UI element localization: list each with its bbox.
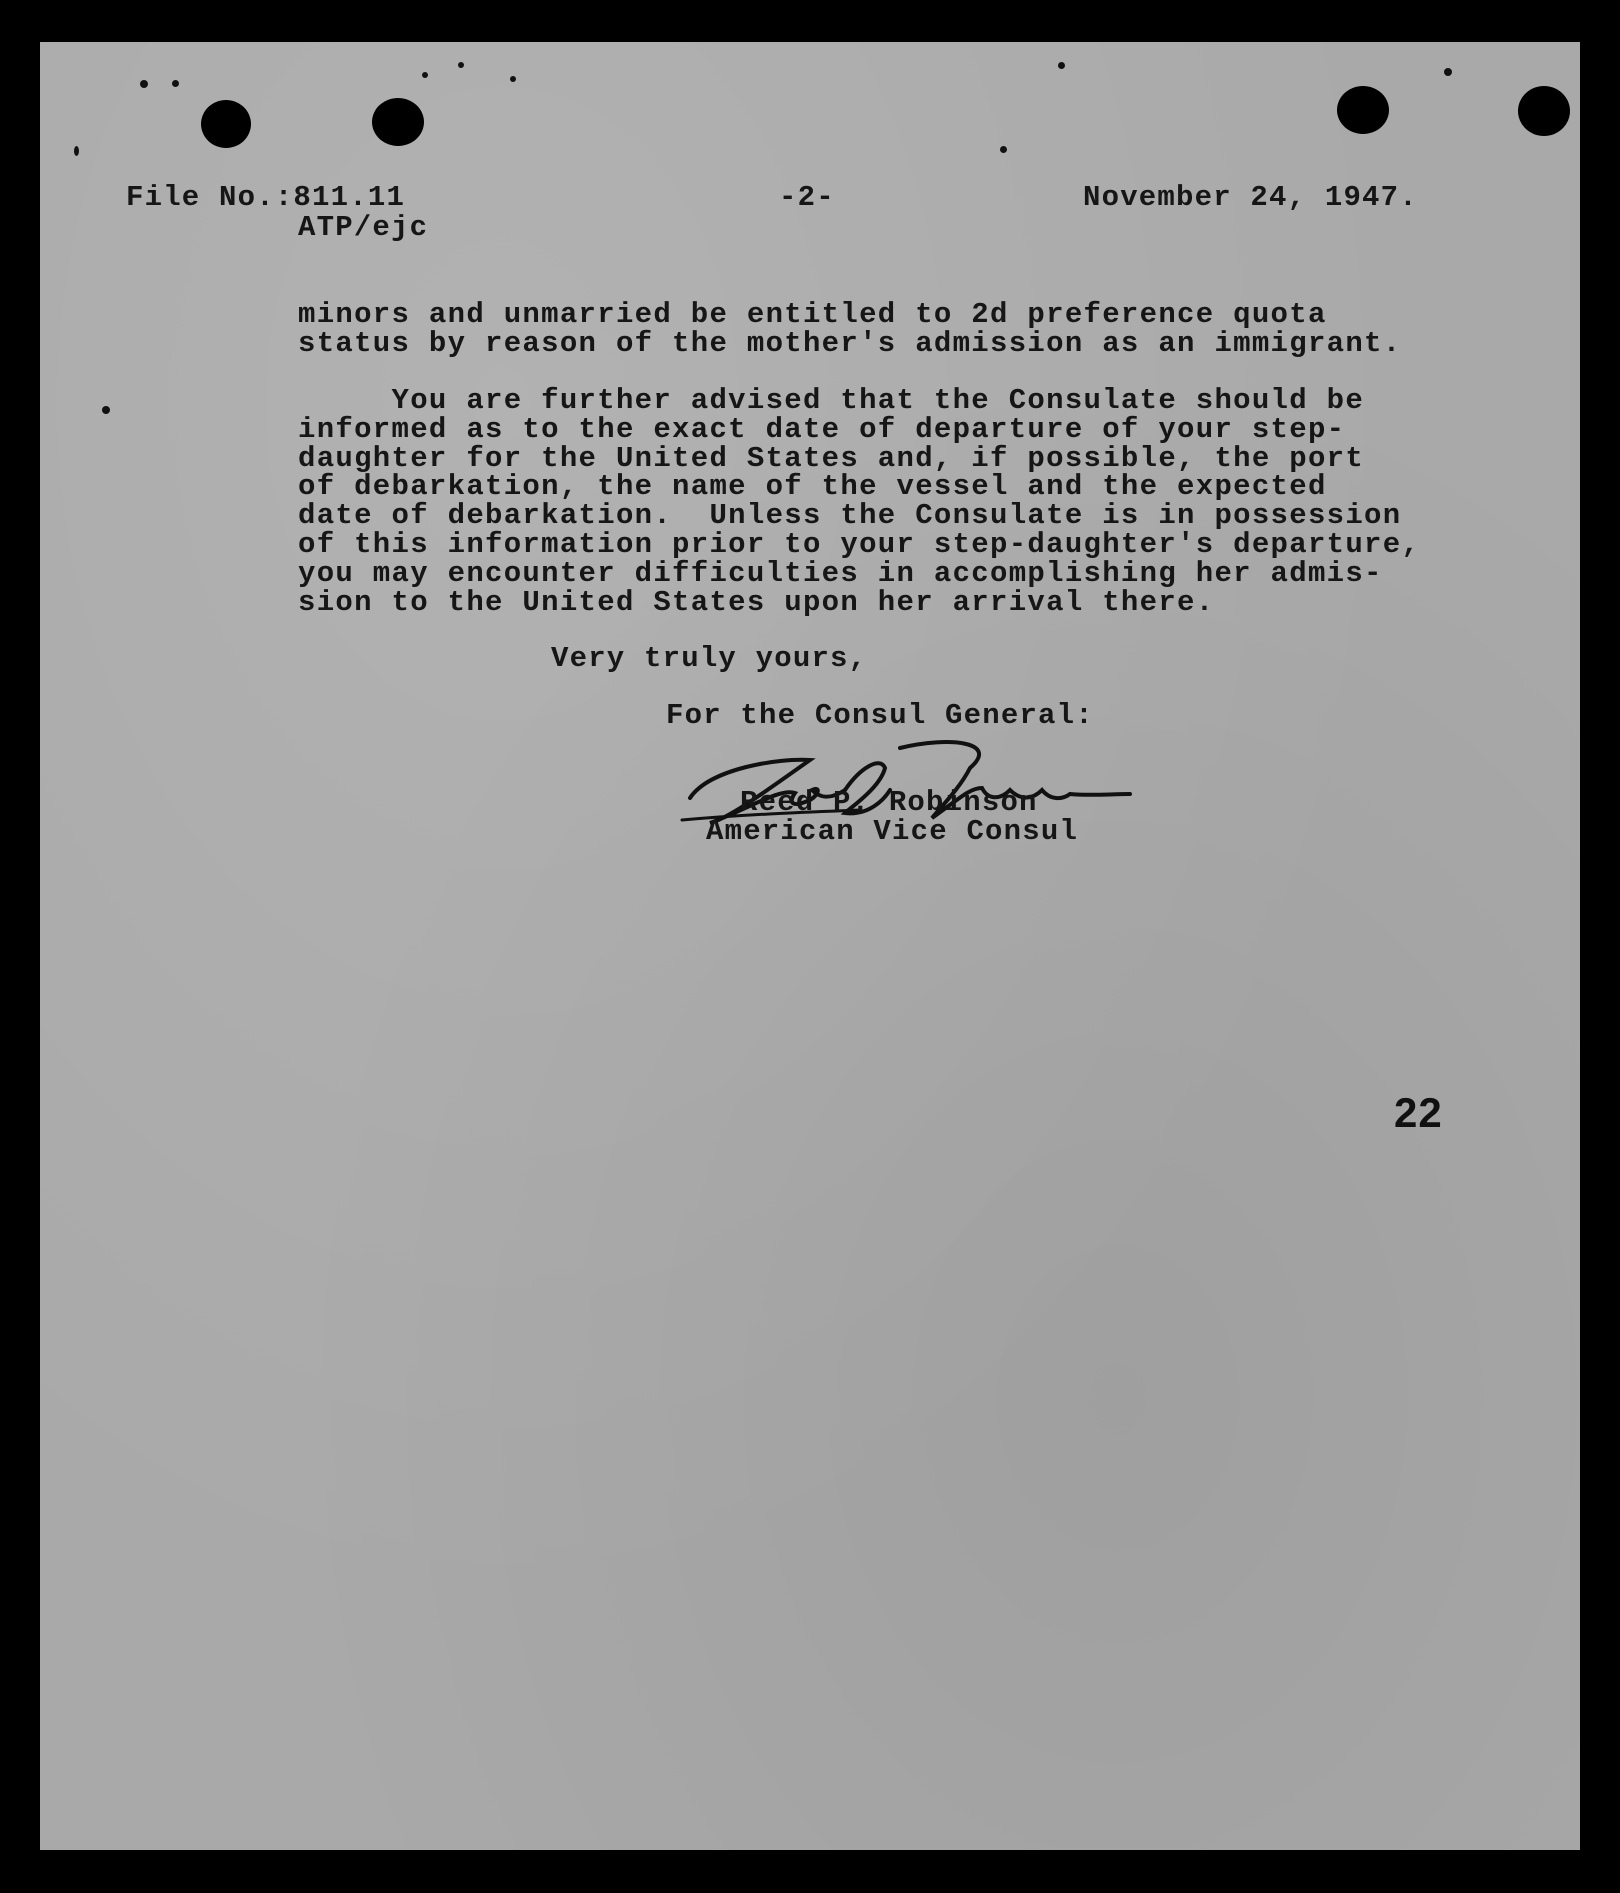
typist-initials: ATP/ejc xyxy=(298,211,429,244)
ink-speck xyxy=(102,406,110,414)
body-line: daughter for the United States and, if possible, the port xyxy=(298,442,1365,475)
body-line: sion to the United States upon her arrival there. xyxy=(298,586,1215,619)
body-line: date of debarkation. Unless the Consulate is in possession xyxy=(298,499,1402,532)
ink-speck xyxy=(172,80,179,87)
ink-speck xyxy=(74,146,79,156)
body-line: of this information prior to your step-daughter's departure, xyxy=(298,528,1421,561)
body-line: You are further advised that the Consulate should be xyxy=(298,384,1365,417)
punch-hole xyxy=(1518,86,1570,136)
body-line: informed as to the exact date of departure of your step- xyxy=(298,413,1346,446)
document-page xyxy=(40,42,1580,1850)
ink-speck xyxy=(140,80,148,88)
closing-for-line: For the Consul General: xyxy=(666,699,1094,732)
body-line: minors and unmarried be entitled to 2d preference quota xyxy=(298,298,1327,331)
ink-speck xyxy=(1000,146,1007,153)
letter-date: November 24, 1947. xyxy=(1083,181,1418,214)
body-line: status by reason of the mother's admission as an immigrant. xyxy=(298,327,1402,360)
punch-hole xyxy=(201,100,251,148)
ink-speck xyxy=(1444,68,1452,76)
punch-hole xyxy=(1337,86,1389,134)
ink-speck xyxy=(458,62,464,68)
page-marker: -2- xyxy=(779,181,835,214)
signer-name: Reed P. Robinson xyxy=(740,786,1038,819)
ink-speck xyxy=(510,76,516,82)
signer-title: American Vice Consul xyxy=(706,815,1079,848)
file-number: File No.:811.11 xyxy=(126,181,406,214)
ink-speck xyxy=(422,72,428,78)
page-number: 22 xyxy=(1394,1089,1443,1136)
closing-salutation: Very truly yours, xyxy=(551,642,868,675)
punch-hole xyxy=(372,98,424,146)
body-line: of debarkation, the name of the vessel and the expected xyxy=(298,470,1327,503)
body-line: you may encounter difficulties in accomplishing her admis- xyxy=(298,557,1383,590)
ink-speck xyxy=(1058,62,1065,69)
